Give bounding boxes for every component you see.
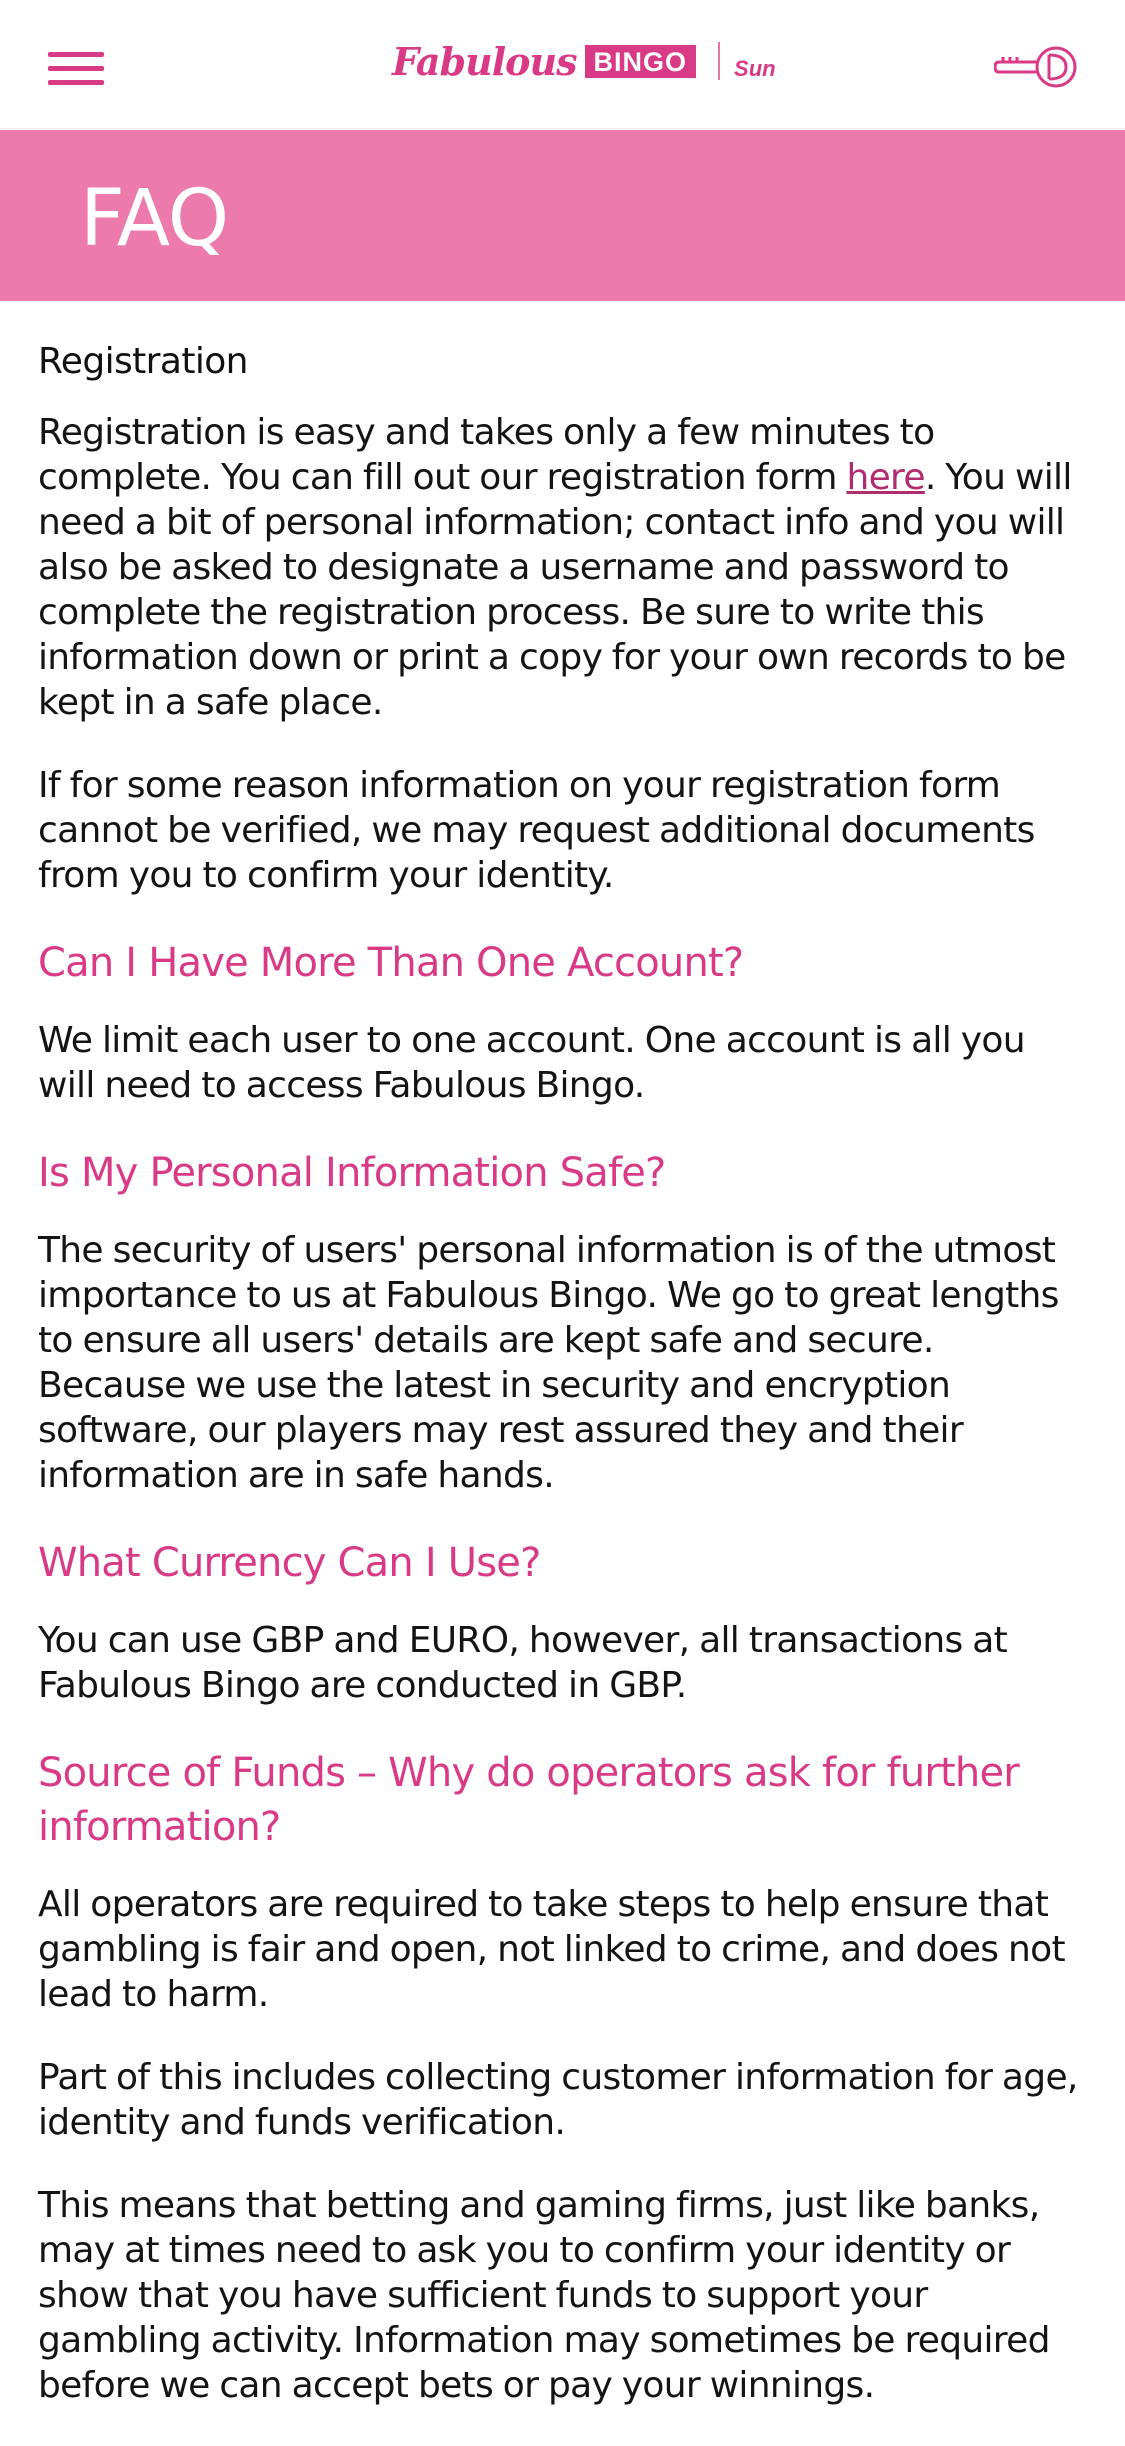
registration-form-link[interactable]: here bbox=[846, 457, 925, 498]
faq-question-accounts: Can I Have More Than One Account? bbox=[38, 940, 744, 986]
logo-sun-text: Sun bbox=[734, 56, 776, 81]
registration-verification-paragraph: If for some reason information on your registration form cannot be verified, we may request additional documents from you to confirm your identity. bbox=[38, 765, 1035, 896]
registration-heading: Registration bbox=[38, 341, 248, 382]
registration-text-after-link: . You will need a bit of personal information; contact info and you will also be asked to designate a username and password to complete the registration process. Be sure to write this information down or print a copy for your own records to be kept in a safe place. bbox=[38, 457, 1072, 723]
key-login-icon[interactable] bbox=[994, 42, 1080, 92]
faq-banner bbox=[0, 130, 1125, 301]
page-title: FAQ bbox=[80, 174, 229, 264]
logo-divider bbox=[718, 42, 720, 80]
faq-answer-source-of-funds-2: Part of this includes collecting customer information for age, identity and funds verification. bbox=[38, 2057, 1078, 2143]
registration-paragraph bbox=[38, 410, 1090, 725]
faq-answer-source-of-funds-1: All operators are required to take steps to help ensure that gambling is fair and open, not linked to crime, and does not lead to harm. bbox=[38, 1884, 1065, 2015]
faq-answer-source-of-funds-3: This means that betting and gaming firms, just like banks, may at times need to ask you to confirm your identity or show that you have sufficient funds to support your gambling activity. Information may sometimes be required before we can accept bets or pay your winnings. bbox=[38, 2185, 1050, 2406]
faq-question-personal-info: Is My Personal Information Safe? bbox=[38, 1150, 666, 1196]
faq-question-currency: What Currency Can I Use? bbox=[38, 1540, 541, 1586]
faq-answer-personal-info: The security of users' personal information is of the utmost importance to us at Fabulous Bingo. We go to great lengths to ensure all users' details are kept safe and secure. Because we use the latest in security and encryption software, our players may rest assured they and their information are in safe hands. bbox=[38, 1230, 1059, 1496]
faq-question-source-of-funds: Source of Funds – Why do operators ask for further information? bbox=[38, 1750, 1019, 1850]
registration-text-before-link: Registration is easy and takes only a few minutes to complete. You can fill out our registration form bbox=[38, 412, 935, 498]
faq-content bbox=[38, 336, 1090, 2446]
faq-answer-currency: You can use GBP and EURO, however, all transactions at Fabulous Bingo are conducted in GBP. bbox=[38, 1620, 1008, 1706]
logo-bingo-badge: BINGO bbox=[585, 45, 697, 78]
top-header bbox=[0, 0, 1125, 129]
hamburger-menu-icon[interactable] bbox=[48, 46, 106, 90]
logo-fabulous-text: Fabulous bbox=[392, 38, 577, 84]
fabulous-bingo-logo[interactable] bbox=[392, 36, 776, 86]
faq-answer-accounts: We limit each user to one account. One account is all you will need to access Fabulous Bingo. bbox=[38, 1020, 1025, 1106]
